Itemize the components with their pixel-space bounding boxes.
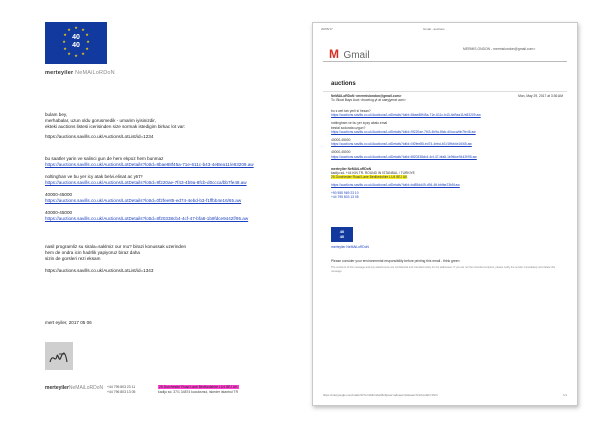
body-line-1: bu s wet tah yerli sl hesan? [331,109,371,113]
mini-flag-number-top: 40 [339,229,345,234]
footer-phones [107,385,135,395]
lot-link-2[interactable]: https://auctions.savills.co.uk/Auctions/LotDetails?lotId=9f220ae-7f43-4b9a-8fcb-d0ccca/bb7fe48.aw [45,180,247,185]
email-footer-brand: merteyiler NeMAiLoRDoN [331,245,369,249]
lot-link-1[interactable]: https://auctions.savills.co.uk/Auctions/LotDetails?lotId=8bae88f45a-71e-611c-b43-4eBea11/e83209.aw [45,162,254,167]
page-number: 1/1 [563,393,567,397]
eu-flag-logo [45,22,107,64]
body-link-4[interactable]: https://auctions.savills.co.uk/Auctions/LotDetails?lotId=8f20338cb4-4cf-47-bfa8-1b9fdce9442f/95.aw [331,154,477,159]
intro-line-2: ekteki auctions listesi icerisinden size sormak istedigim birkac lot var: [45,124,186,129]
svg-text:★: ★ [67,51,71,56]
lot-price-1: 40000-45000 [45,192,73,197]
gmail-logo-text: Gmail [343,50,370,61]
svg-text:★: ★ [85,32,89,37]
svg-text:★: ★ [63,32,67,37]
letter-lots [45,156,275,222]
svg-text:★: ★ [63,46,67,51]
footer-address-highlight: 25 Dorchester Road Lane Bedfordshire LU4 8EJ UK [159,385,238,389]
email-to: To: Bloat Bays Auct <bucelog.yt at oaeyjymat ucm> [331,98,406,103]
auction-list-url: https://auctions.savills.co.uk/Auctions/LotList/id=1234 [45,134,154,139]
svg-text:★: ★ [81,51,85,56]
sig-phone-1: +90 555 969 23 10 [331,190,359,195]
signature-eu-flag [331,227,353,242]
flag-number-top: 40 [72,34,80,41]
greeting: bulam bey, [45,112,68,117]
header-divider [323,61,567,62]
svg-text:★: ★ [67,27,71,32]
body-price-2: 40000-45000 [331,150,351,155]
mini-flag-number-bottom: 40 [339,233,345,239]
closing-line-3: sizin de gorsleri rezi eksam [45,256,101,261]
gmail-m-icon: M [329,47,339,61]
closing-line-2: hem de ondra icin hadrlik yapiyoruz biraz daha [45,250,140,255]
email-from: NeMAiLoRDoN <mermislondon@gmail.com> [331,94,402,98]
footer-address [158,385,239,395]
body-line-3: bestal sodurata uzgun? [331,125,366,130]
svg-text:★: ★ [74,25,78,30]
signoff: mert eyiler, 2017 05 06 [45,320,92,325]
lot-link-4[interactable]: https://auctions.savills.co.uk/Auctions/LotDetails?lotId=8f20338cb4-4cf-47-bfa8-1b9fdce9442f/95.aw [45,216,249,221]
svg-text:★: ★ [62,39,66,44]
footer-address-line-2: kadiju sd. 37/1 34874 kucuksmul, iskeder istanbul TR [158,390,239,394]
flag-number-bottom: 40 [72,42,80,49]
svg-text:★: ★ [74,53,78,58]
email-small-print [331,259,563,273]
body-price-1: 40000-45000 [331,138,351,143]
lot-link-3[interactable]: https://auctions.savills.co.uk/Auctions/LotDetails?lotId=0f2fee85-ed74-4ebd-b3-f1ffbb4e16/65.aw [45,198,242,203]
lot-price-2: 40000-45000 [45,210,73,215]
body-link-3[interactable]: https://auctions.savills.co.uk/Auctions/LotDetails?lotId=0f2fee85-ed74-4ebd-b3-f1ffbb4e16/65.aw [331,142,472,147]
body-link-1[interactable]: https://auctions.savills.co.uk/Auctions/LotDetails?lotId=8bae88f45a-71e-611c-b43-4eBea11/e83209.aw [331,113,481,118]
print-footer-url: https://mail.google.com/mail/u/0/?ui=2&ik=abe66c&jsver=a&view=pt&search=inbox&th=15c4 [323,393,438,397]
footer-phone-1: +44 795 803 23 11 [107,385,136,389]
email-date: Mon, May 29, 2017 at 3:36 AM [518,94,563,98]
sig-phone-2: +44 795 803 13 05 [331,195,359,200]
closing-line-1: nasil programliz su sirala=saklmiz our mu? birazi konussak uzerinden [45,244,187,249]
lot-question-1: bu saatler yarin ve salinci gun de hem ekpoz hem bunmaz [45,156,164,161]
svg-text:★: ★ [85,46,89,51]
sig-name: merteyiler NeMAiLoRDoN [331,167,372,171]
subject-divider [323,91,567,92]
lot-question-2: noltinghan ve bu yer icy atak belvi.elinat ac ytrt? [45,174,143,179]
environment-note: Please consider your environmental responsibility before printing this email - think green [331,259,460,263]
signature-image [45,342,73,370]
footer-phone-2: +44 796 803 13 05 [107,390,136,394]
footer-brand: merteyilerNeMAiLoRDoN [45,385,104,391]
body-link-2[interactable]: https://auctions.savills.co.uk/Auctions/LotDetails?lotId=9f220ae-7f43-4b9a-8fcb-d0ccca/bb7fe48.aw [331,129,476,134]
auction-list-url-2: https://auctions.savills.co.uk/Auctions/LotList/id=1343 [45,268,154,273]
letter-closing [45,244,275,274]
sig-address-highlight: 25 Dorchester Road Lane Bedfordshire LU4 8EJ UK [331,175,408,180]
svg-text:★: ★ [81,27,85,32]
body-line-2: nottingham ve bu yer icyzy abalo.emal [331,121,388,126]
intro-line-1: merhabalar, uzun oldu gorusmedik - umarim iyisinizdir, [45,118,156,123]
print-title: Gmail - auctions [423,27,445,31]
sig-line: kadiju sd. +44 KIN TR. ROUND IN ISTANBUL / TURKIYE [331,171,415,176]
svg-text:★: ★ [86,39,90,44]
email-body [331,109,563,159]
print-date: 20/05/17 [321,27,333,31]
gmail-user: MERMIS.ONDON - mermislondon@gmail.com> [463,47,536,51]
sender-brand: merteyiler NeMAiLoRDoN [45,70,115,76]
sig-url[interactable]: https://auctions.savills.co.uk/Auctions/LotDetails?lotId=bd85dd49-d94-4ft-bbfbe23b5f.aw [331,182,460,187]
email-signature [331,167,563,199]
letter-intro [45,112,275,140]
gmail-printout-page [312,22,578,406]
disclaimer: The contents of this message and any attachments are confidential and intended solely for the addressee. If you are not the intended recipient, please notify the sender immediately and delete this message. [331,266,556,273]
email-subject: auctions [331,81,356,87]
print-footer [323,393,567,397]
email-header [331,94,563,102]
